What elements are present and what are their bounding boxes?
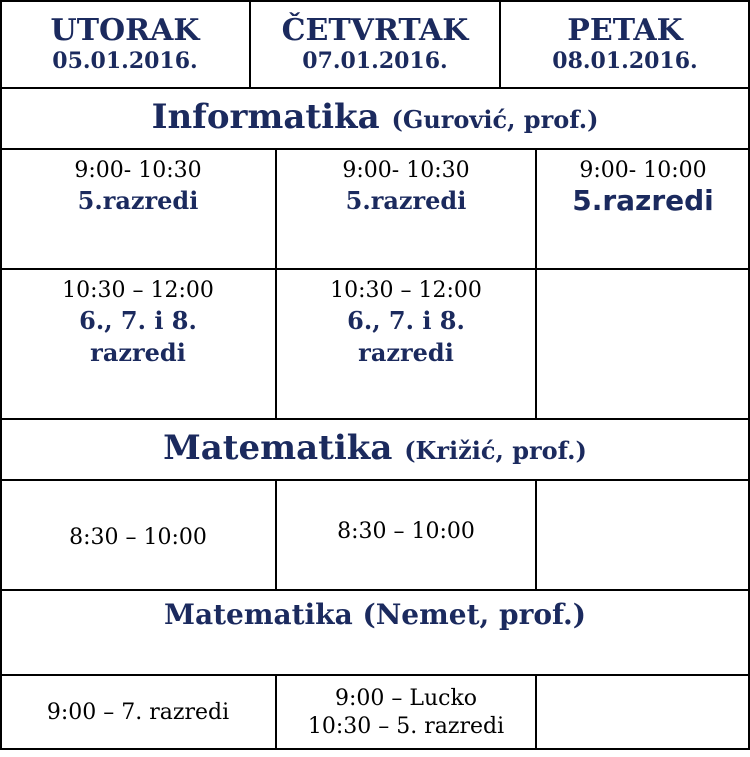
- time-slot: 8:30 – 10:00: [69, 525, 207, 550]
- schedule-cell: [0, 675, 276, 750]
- subject-name: Informatika: [151, 97, 380, 137]
- time-slot: 9:00- 10:30: [342, 158, 470, 183]
- column-divider: [535, 480, 537, 590]
- teacher-name: (Gurović, prof.): [391, 105, 599, 134]
- class-group-line2: razredi: [90, 338, 186, 367]
- table-border-top: [0, 0, 750, 2]
- row-divider: [0, 479, 750, 481]
- section-title-matematika-nemet: [0, 590, 750, 675]
- subject-name: Matematika: [163, 428, 393, 468]
- header-thursday: [250, 0, 500, 88]
- schedule-cell-empty: [536, 269, 750, 419]
- column-divider: [535, 149, 537, 419]
- column-divider: [275, 480, 277, 590]
- day-date: 05.01.2016.: [52, 48, 198, 74]
- row-divider: [0, 589, 750, 591]
- column-divider: [499, 0, 501, 88]
- schedule-cell: [276, 480, 536, 590]
- header-tuesday: [0, 0, 250, 88]
- schedule-entry: 9:00 – 7. razredi: [46, 699, 230, 725]
- section-title-matematika-krizic: [0, 419, 750, 480]
- time-slot: 9:00- 10:00: [579, 158, 707, 183]
- class-group: 5.razredi: [345, 186, 467, 215]
- row-divider: [0, 268, 750, 270]
- time-slot: 10:30 – 12:00: [62, 278, 214, 303]
- schedule-cell: [0, 480, 276, 590]
- schedule-cell: [536, 149, 750, 269]
- header-friday: [500, 0, 750, 88]
- schedule-cell-empty: [536, 480, 750, 590]
- row-divider: [0, 418, 750, 420]
- class-group: 5.razredi: [572, 184, 714, 217]
- schedule-cell: [0, 269, 276, 419]
- day-name: PETAK: [567, 13, 683, 48]
- row-divider: [0, 87, 750, 89]
- class-group-line1: 6., 7. i 8.: [347, 306, 465, 335]
- section-title-informatika: [0, 88, 750, 149]
- schedule-cell: [0, 149, 276, 269]
- column-divider: [535, 675, 537, 750]
- column-divider: [275, 675, 277, 750]
- schedule-entry-line1: 9:00 – Lucko: [334, 685, 478, 711]
- teacher-name: (Križić, prof.): [404, 436, 587, 465]
- day-name: ČETVRTAK: [281, 13, 469, 48]
- schedule-cell-empty: [536, 675, 750, 750]
- table-border-bottom: [0, 748, 750, 750]
- schedule-cell: [276, 675, 536, 750]
- time-slot: 8:30 – 10:00: [337, 519, 475, 544]
- schedule-cell: [276, 149, 536, 269]
- day-date: 07.01.2016.: [302, 48, 448, 74]
- subject-name: Matematika (Nemet, prof.): [163, 598, 587, 631]
- time-slot: 9:00- 10:30: [74, 158, 202, 183]
- row-divider: [0, 674, 750, 676]
- schedule-entry-line2: 10:30 – 5. razredi: [307, 713, 505, 739]
- class-group-line1: 6., 7. i 8.: [79, 306, 197, 335]
- table-border-left: [0, 0, 2, 750]
- row-divider: [0, 148, 750, 150]
- day-name: UTORAK: [50, 13, 200, 48]
- time-slot: 10:30 – 12:00: [330, 278, 482, 303]
- column-divider: [275, 149, 277, 419]
- class-group: 5.razredi: [77, 186, 199, 215]
- column-divider: [249, 0, 251, 88]
- day-date: 08.01.2016.: [552, 48, 698, 74]
- schedule-cell: [276, 269, 536, 419]
- class-group-line2: razredi: [358, 338, 454, 367]
